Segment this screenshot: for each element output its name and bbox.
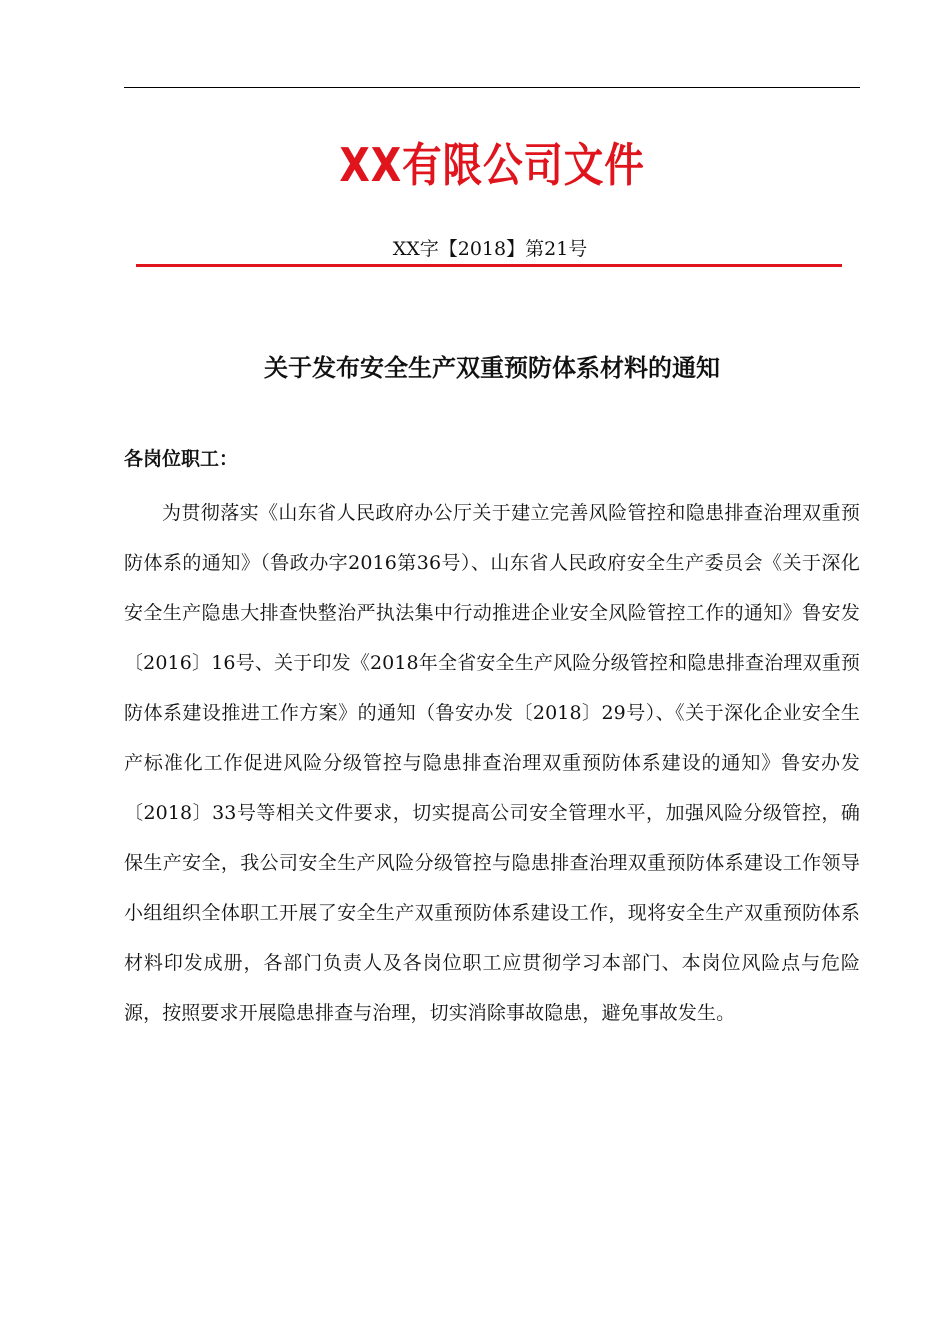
- document-number: XX字【2018】第21号: [392, 238, 588, 260]
- top-divider: [124, 87, 860, 88]
- notice-title: 关于发布安全生产双重预防体系材料的通知: [264, 353, 720, 382]
- organization-title: XX有限公司文件: [339, 138, 645, 192]
- notice-body: 为贯彻落实《山东省人民政府办公厅关于建立完善风险管控和隐患排查治理双重预防体系的通知》（鲁政办字2016第36号）、山东省人民政府安全生产委员会《关于深化安全生产隐患大排查快整治严执法集中行动推进企业安全风险管控工作的通知》鲁安发〔2016〕16号、关于印发《2018年全省安全生产风险分级管控和隐患排查治理双重预防体系建设推进工作方案》的通知（鲁安办发〔2018〕29号）、《关于深化企业安全生产标准化工作促进风险分级管控与隐患排查治理双重预防体系建设的通知》鲁安办发〔2018〕33号等相关文件要求，切实提高公司安全管理水平，加强风险分级管控，确保生产安全，我公司安全生产风险分级管控与隐患排查治理双重预防体系建设工作领导小组组织全体职工开展了安全生产双重预防体系建设工作，现将安全生产双重预防体系材料印发成册，各部门负责人及各岗位职工应贯彻学习本部门、本岗位风险点与危险源，按照要求开展隐患排查与治理，切实消除事故隐患，避免事故发生。: [124, 502, 860, 1024]
- salutation: 各岗位职工：: [124, 448, 239, 470]
- red-divider: [136, 264, 842, 267]
